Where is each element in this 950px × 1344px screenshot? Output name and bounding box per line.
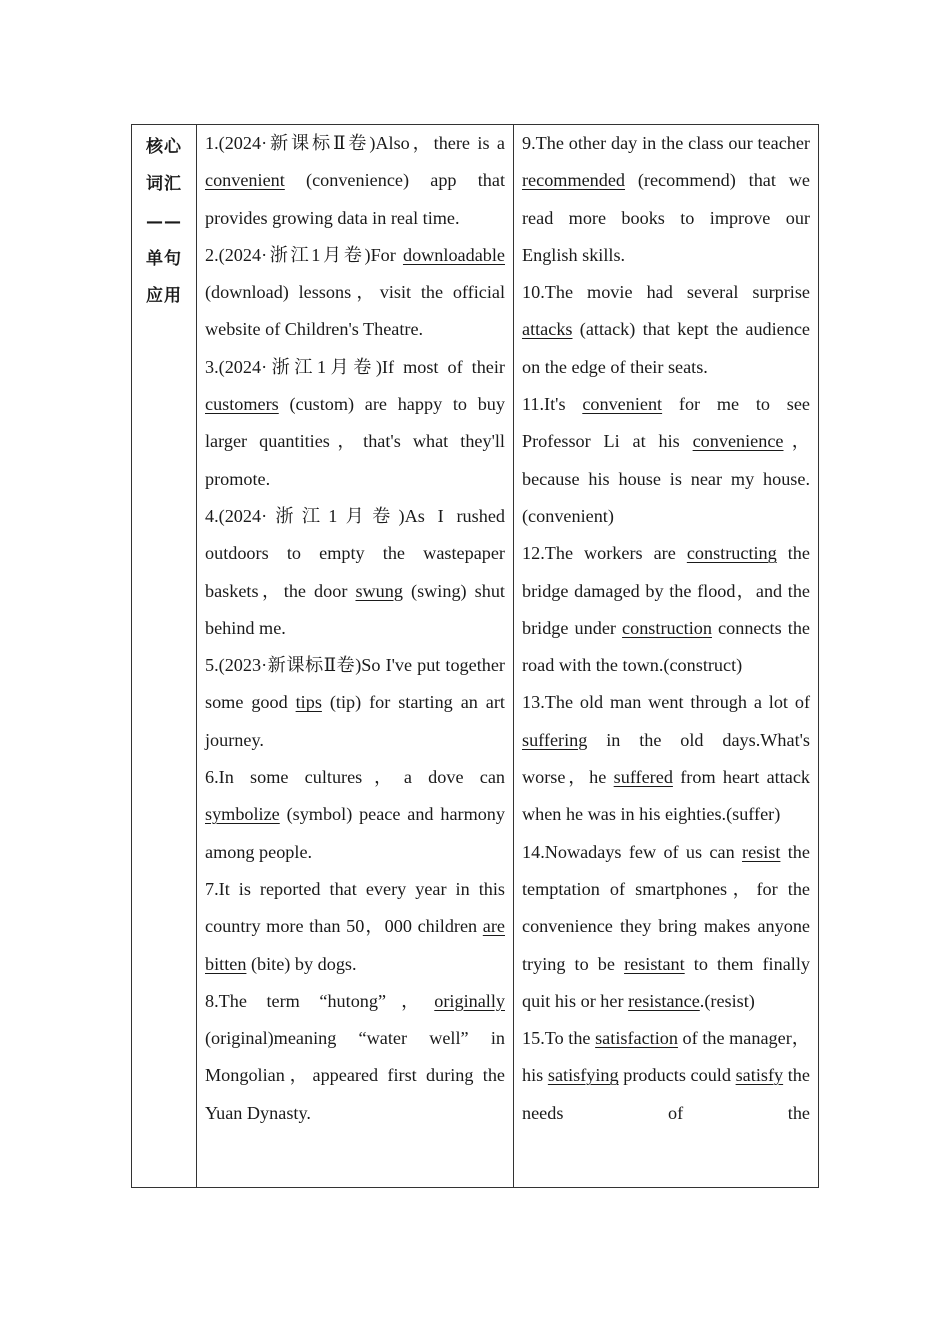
answer-blank: convenient (582, 394, 663, 415)
exercise-item-13: 13.The old man went through a lot of suffering in the old days.What's worse，he suffered from heart attack when he was in his eighties.(suffer) (522, 692, 810, 825)
answer-blank: suffering (522, 729, 588, 750)
answer-blank: symbolize (205, 804, 280, 825)
answer-blank: constructing (686, 543, 777, 564)
answer-blank: attacks (522, 319, 573, 340)
section-label-line: —— (146, 211, 182, 232)
answer-blank: satisfying (547, 1065, 619, 1086)
exercise-item-1: 1.(2024·新课标Ⅱ卷)Also，there is a convenient (convenience) app that provides growing data in real time. (205, 133, 505, 228)
answer-blank: resistance (628, 990, 700, 1011)
exercise-item-12: 12.The workers are constructing the bridge damaged by the flood，and the bridge under construction connects the road with the town.(construct) (522, 543, 810, 676)
answer-blank: construction (622, 617, 712, 638)
section-label-line: 应用 (146, 286, 182, 307)
exercise-item-11: 11.It's convenient for me to see Professor Li at his convenience，because his house is near my house.(convenient) (522, 394, 811, 526)
answer-blank: downloadable (402, 244, 505, 265)
answer-blank: customers (205, 394, 279, 415)
answer-blank: resistant (624, 953, 685, 974)
section-label-line: 核心 (146, 137, 182, 157)
exercise-item-6: 6.In some cultures，a dove can symbolize (symbol) peace and harmony among people. (205, 767, 505, 862)
exercise-item-14: 14.Nowadays few of us can resist the temptation of smartphones，for the convenience they bring makes anyone trying to be resistant to them finally quit his or her resistance.(resist) (522, 841, 810, 1011)
answer-blank: suffered (613, 767, 673, 788)
exercise-item-5: 5.(2023·新课标Ⅱ卷)So I've put together some good tips (tip) for starting an art journey. (205, 655, 505, 750)
exercise-table (131, 124, 819, 1188)
exercise-item-10: 10.The movie had several surprise attacks (attack) that kept the audience on the edge of their seats. (522, 282, 810, 377)
answer-blank: satisfaction (595, 1028, 678, 1049)
answer-blank: satisfy (735, 1065, 784, 1086)
exercise-column-right (514, 125, 818, 1187)
section-label-line: 词汇 (146, 174, 182, 195)
answer-blank: convenience (692, 431, 784, 452)
exercise-item-8: 8.The term “hutong”，originally (original)meaning “water well” in Mongolian，appeared first during the Yuan Dynasty. (205, 990, 505, 1123)
exercise-item-4: 4.(2024·浙江1月卷)As I rushed outdoors to empty the wastepaper baskets，the door swung (swing) shut behind me. (205, 505, 505, 638)
answer-blank: recommended (522, 170, 626, 191)
section-label-cell (132, 125, 197, 1187)
answer-blank: resist (742, 841, 781, 862)
exercise-item-3: 3.(2024·浙江1月卷)If most of their customers (custom) are happy to buy larger quantities，that's what they'll promote. (205, 356, 505, 489)
exercise-item-7: 7.It is reported that every year in this country more than 50，000 children are bitten (bite) by dogs. (205, 878, 505, 974)
exercise-item-9: 9.The other day in the class our teacher recommended (recommend) that we read more books to improve our English skills. (522, 133, 810, 265)
exercise-item-2: 2.(2024·浙江1月卷)For downloadable (download) lessons，visit the official website of Children's Theatre. (205, 244, 505, 340)
exercise-column-left (197, 125, 514, 1187)
answer-blank: originally (434, 990, 505, 1011)
answer-blank: swung (355, 580, 403, 601)
section-label-line: 单句 (146, 248, 182, 269)
answer-blank: are bitten (205, 916, 505, 974)
answer-blank: tips (295, 692, 322, 713)
exercise-item-15: 15.To the satisfaction of the manager，his satisfying products could satisfy the needs of the (522, 1028, 810, 1123)
answer-blank: convenient (205, 170, 285, 191)
